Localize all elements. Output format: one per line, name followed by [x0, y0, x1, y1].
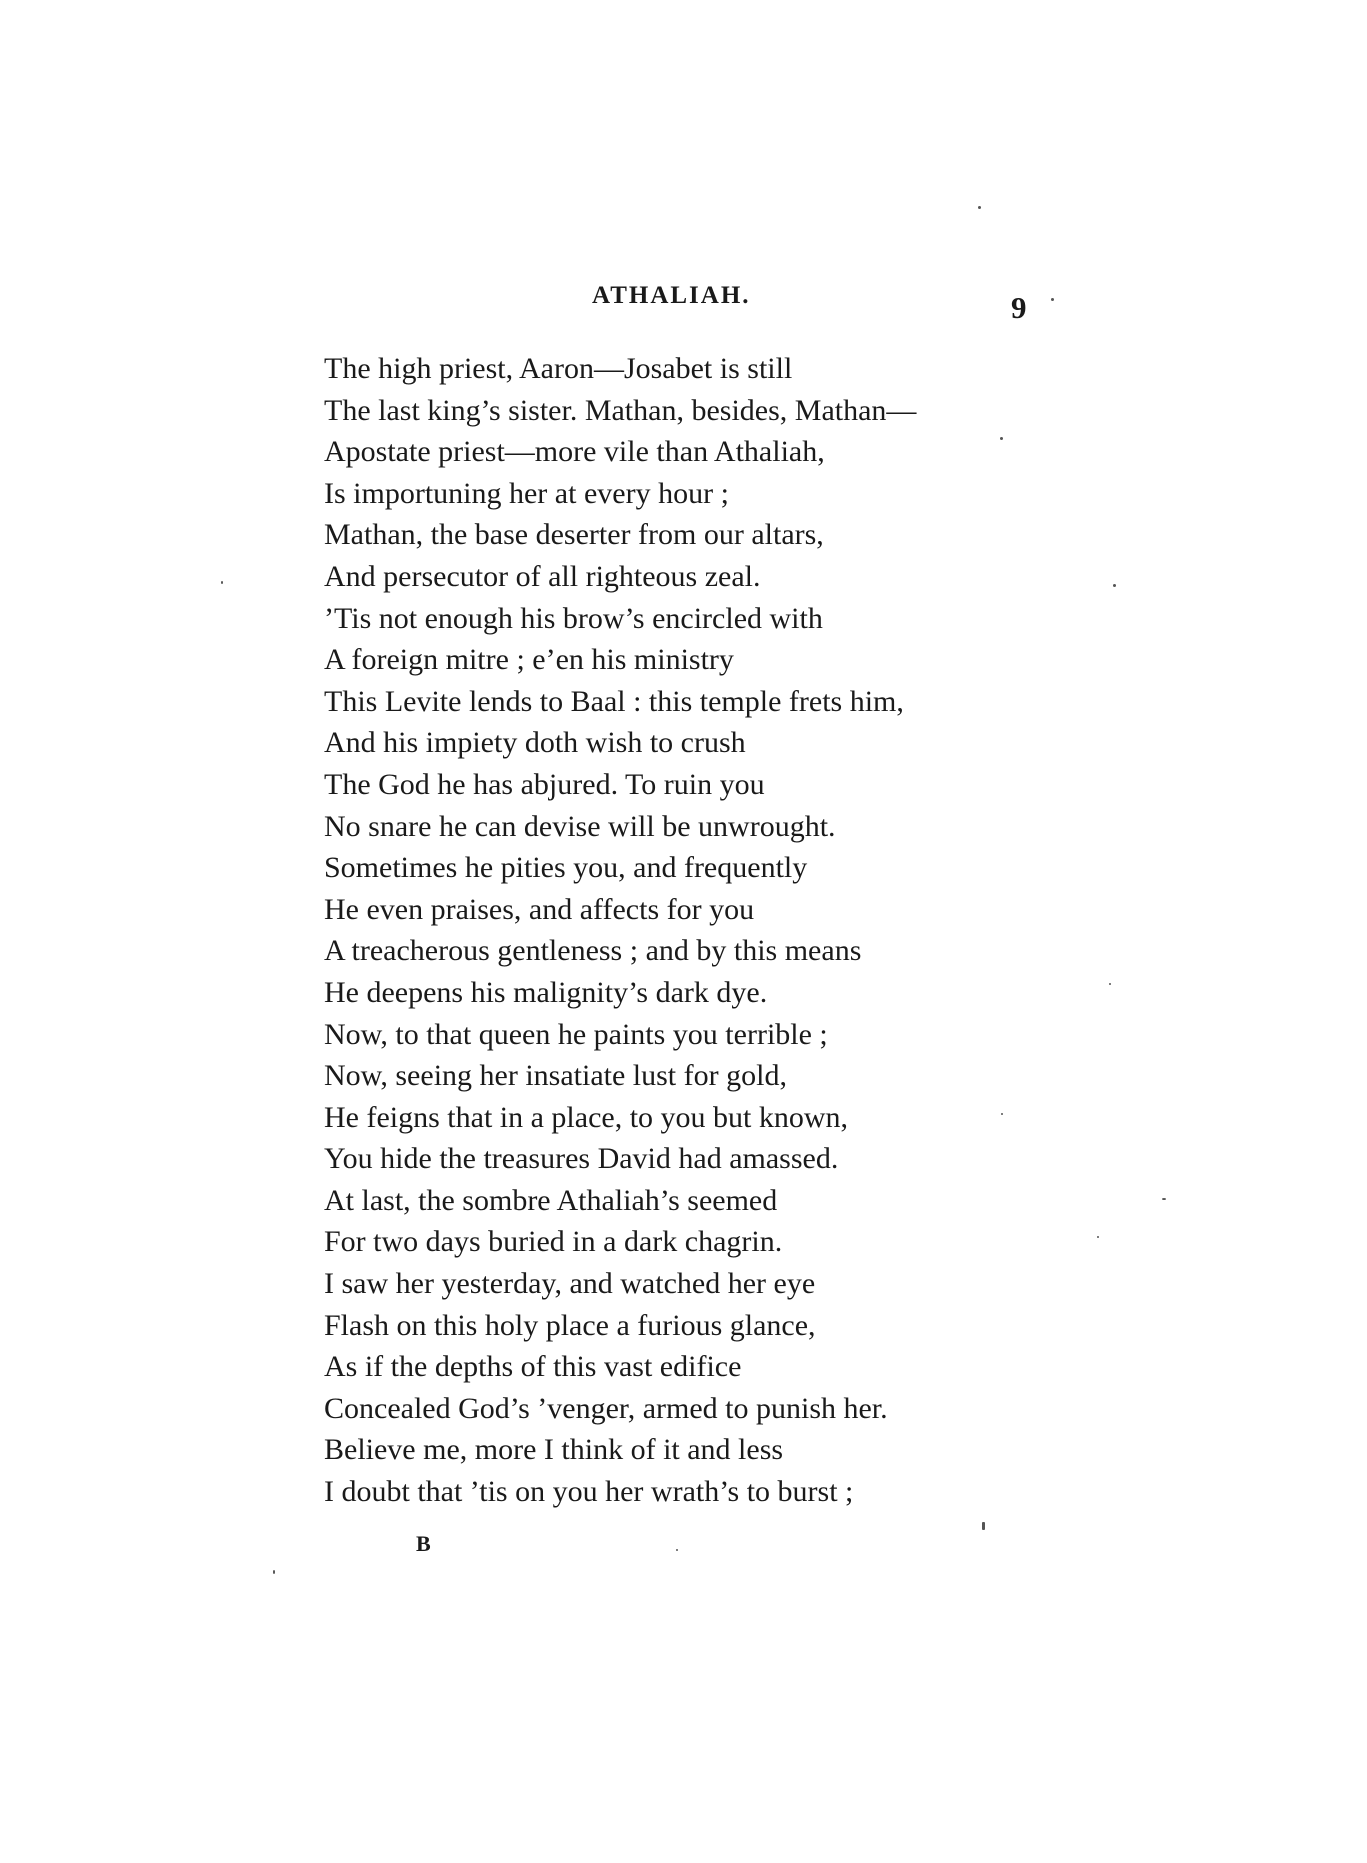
verse-line: He feigns that in a place, to you but known,: [324, 1100, 849, 1134]
verse-line: As if the depths of this vast edifice: [324, 1350, 742, 1384]
verse-line: Sometimes he pities you, and frequently: [324, 851, 808, 885]
scan-speck: [1162, 1198, 1166, 1200]
scan-speck: [676, 1549, 678, 1551]
verse-line: The last king’s sister. Mathan, besides, Mathan—: [324, 393, 917, 427]
running-head-title: ATHALIAH.: [592, 282, 751, 309]
scan-speck: [273, 1570, 275, 1574]
verse-line: He even praises, and affects for you: [324, 892, 755, 926]
scan-speck: [1051, 298, 1054, 301]
verse-line: And persecutor of all righteous zeal.: [324, 559, 761, 593]
verse-line: You hide the treasures David had amassed.: [324, 1142, 839, 1176]
page-number: 9: [1011, 290, 1027, 325]
verse-line: A foreign mitre ; e’en his ministry: [324, 643, 734, 677]
verse-line: Concealed God’s ’venger, armed to punish her.: [324, 1391, 888, 1425]
scan-speck: [1001, 1113, 1003, 1115]
verse-line: I saw her yesterday, and watched her eye: [324, 1267, 816, 1301]
verse-block: [324, 348, 1204, 1513]
scan-speck: [978, 206, 981, 209]
scan-speck: [982, 1522, 985, 1530]
verse-line: For two days buried in a dark chagrin.: [324, 1225, 783, 1259]
verse-line: The God he has abjured. To ruin you: [324, 767, 765, 801]
scan-speck: [221, 581, 223, 584]
scan-speck: [1113, 584, 1116, 587]
verse-line: A treacherous gentleness ; and by this means: [324, 934, 862, 968]
verse-line: The high priest, Aaron—Josabet is still: [324, 352, 793, 385]
verse-line: He deepens his malignity’s dark dye.: [324, 975, 768, 1009]
verse-line: This Levite lends to Baal : this temple frets him,: [324, 684, 904, 718]
verse-line: Mathan, the base deserter from our altars,: [324, 518, 824, 552]
signature-mark: B: [416, 1531, 431, 1556]
verse-line: I doubt that ’tis on you her wrath’s to burst ;: [324, 1475, 854, 1509]
verse-line: And his impiety doth wish to crush: [324, 726, 746, 760]
verse-line: Apostate priest—more vile than Athaliah,: [324, 435, 825, 469]
scan-speck: [1097, 1236, 1099, 1238]
scan-speck: [1109, 983, 1111, 985]
verse-line: At last, the sombre Athaliah’s seemed: [324, 1183, 778, 1217]
verse-line: Believe me, more I think of it and less: [324, 1433, 784, 1467]
verse-line: ’Tis not enough his brow’s encircled with: [324, 601, 823, 635]
verse-line: Is importuning her at every hour ;: [324, 476, 729, 510]
verse-line: Now, seeing her insatiate lust for gold,: [324, 1059, 787, 1093]
verse-line: Now, to that queen he paints you terrible ;: [324, 1017, 828, 1051]
verse-line: No snare he can devise will be unwrought.: [324, 809, 836, 843]
scan-speck: [1000, 437, 1003, 440]
verse-line: Flash on this holy place a furious glance,: [324, 1308, 816, 1342]
